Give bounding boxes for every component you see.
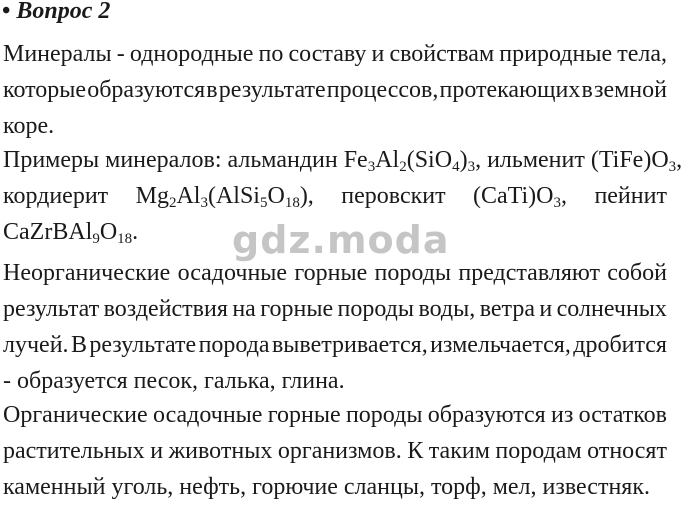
text-fragment: (CaTi)O [473,183,554,209]
text-line-content [3,255,667,291]
text-fragment: O [99,219,118,245]
word: воздействия [103,296,228,322]
word: и [150,438,164,464]
text-line [3,108,667,144]
text-line [3,327,667,363]
word: осадочные [152,402,263,428]
subscript: 4 [452,159,460,175]
word: собой [607,260,667,286]
subscript: 2 [168,195,177,211]
text-line [3,214,667,250]
word: остатков [578,402,667,428]
word: тела, [617,41,667,67]
text-fragment: Примеры минералов: альмандин Fe [3,147,368,173]
text-fragment: Mg [135,183,169,209]
word: в [581,77,593,103]
paragraph-organic-rocks [3,397,667,505]
word: горные [260,296,334,322]
word: солнечных [556,296,667,322]
word: которые [3,77,87,103]
text-fragment: (AlSi [207,183,260,209]
text-fragment: , [676,147,682,173]
formula-cordierite [136,178,314,214]
word: по [258,41,284,67]
word: воды, [418,296,476,322]
text-fragment: кордиерит [3,183,109,209]
word: породы [337,296,415,322]
text-line-content: коре. [3,113,55,139]
text-line-content: каменный уголь, нефть, горючие сланцы, торф, мел, известняк. [3,474,650,500]
word: растительных [3,438,145,464]
word: протекающих [439,77,581,103]
text-fragment: . [132,219,139,245]
word: Неорганические [3,260,171,286]
word: Органические [3,402,148,428]
word: составу [288,41,367,67]
subscript: 3 [200,195,208,211]
text-fragment: , [561,183,567,209]
text-line [3,255,667,291]
text-line [3,433,667,469]
word: породам [495,438,582,464]
question-heading [2,0,110,26]
word: и [539,296,553,322]
text-line-content [3,397,667,433]
bullet-marker: • [2,0,11,24]
word: горные [267,402,341,428]
text-line [3,469,667,505]
word: горные [294,260,368,286]
text-fragment: пейнит [594,183,667,209]
word: природные [499,41,613,67]
text-line-content: - образуется песок, галька, глина. [3,368,345,394]
paragraph-minerals-definition [3,36,667,144]
word: организмов. [277,438,402,464]
word: лучей. [3,332,69,358]
subscript: 18 [117,231,133,247]
word: ветра [479,296,535,322]
text-fragment: ) [459,147,468,173]
subscript: 3 [553,195,561,211]
subscript: 3 [467,159,476,175]
site-watermark: gdz.moda [232,218,450,262]
text-fragment: Al [176,183,201,209]
word: Минералы [3,41,112,67]
subscript: 5 [259,195,268,211]
subscript: 18 [284,195,300,211]
text-line-content [3,291,667,327]
subscript: 9 [92,231,100,247]
word: из [551,402,574,428]
text-line [3,397,667,433]
word: и [371,41,385,67]
word: результате [89,332,197,358]
word: процессов, [326,77,439,103]
word: измельчается, [430,332,571,358]
text-fragment: CaZrBAl [3,219,93,245]
word: однородные [129,41,254,67]
word: образуются [87,77,206,103]
word: свойствам [389,41,495,67]
text-fragment: O [267,183,285,209]
word: выветривается, [271,332,428,358]
text-fragment: Al [375,147,400,173]
text-fragment: , ильменит (TiFe)O [475,147,669,173]
text-line [3,363,667,399]
text-line-content [3,72,667,108]
text-fragment: (SiO [406,147,453,173]
word: - [116,41,125,67]
paragraph-inorganic-rocks [3,255,667,399]
word: породы [374,260,452,286]
text-fragment: перовскит [341,183,446,209]
text-fragment: ), [299,183,314,209]
word: порода [198,332,270,358]
text-line [3,291,667,327]
question-title: Вопрос 2 [16,0,111,24]
text-line [3,178,667,214]
word: животных [168,438,273,464]
subscript: 2 [399,159,407,175]
text-line-content [3,36,667,72]
word: В [70,332,87,358]
word: дробится [573,332,667,358]
text-line [3,72,667,108]
subscript: 3 [367,159,376,175]
text-line-content [3,433,667,469]
word: осадочные [177,260,288,286]
text-line [3,36,667,72]
word: К [407,438,424,464]
formula-perovskite [473,178,567,214]
word: таким [428,438,490,464]
paragraph-mineral-examples [3,142,682,250]
word: на [232,296,256,322]
text-line-content [3,327,667,363]
word: результат [3,296,100,322]
word: образуются [427,402,546,428]
word: породы [345,402,423,428]
subscript: 3 [668,159,677,175]
word: представляют [458,260,600,286]
word: в [206,77,218,103]
text-line [3,142,682,178]
word: результате [218,77,326,103]
word: земной [593,77,667,103]
word: относят [587,438,667,464]
